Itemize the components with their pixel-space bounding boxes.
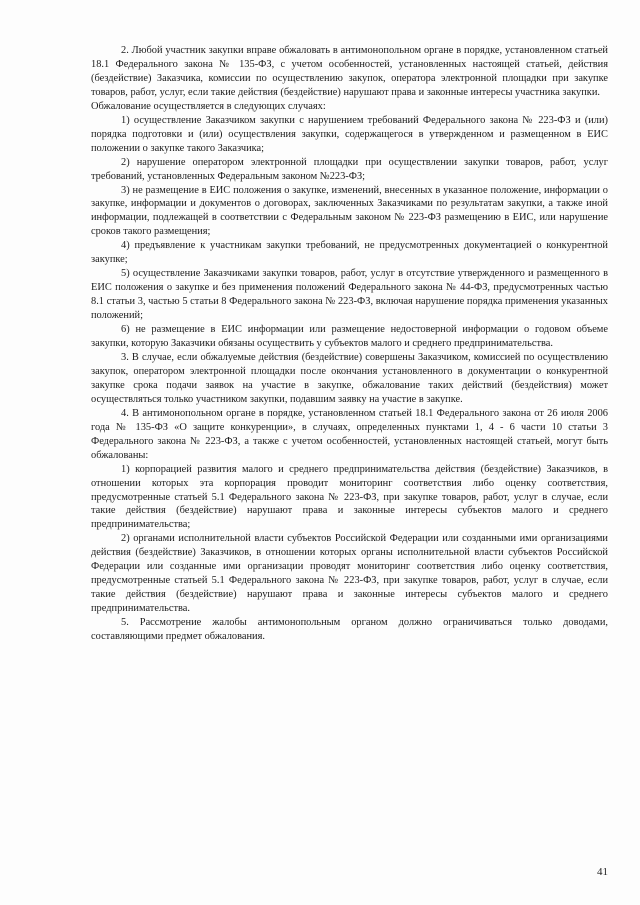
paragraph: 4. В антимонопольном органе в порядке, установленном статьей 18.1 Федерального закона от 26 июля 2006 года № 135-ФЗ «О защите конкуренции», в случаях, определенных пунктами 1, 4 - 6 части 10 статьи 3 Федерального закона № 223-ФЗ, а также с учетом особенностей, установленных настоящей статьей, могут быть обжалованы: <box>91 407 608 461</box>
paragraph: 2. Любой участник закупки вправе обжаловать в антимонопольном органе в порядке, установленном статьей 18.1 Федерального закона № 135-ФЗ, с учетом особенностей, установленных настоящей статьей, действия (бездействие) Заказчика, комиссии по осуществлению закупок, оператора электронной площадки при закупке товаров, работ, услуг, если такие действия (бездействие) нарушают права и законные интересы участника закупки. <box>91 45 608 98</box>
document-body <box>91 44 608 644</box>
paragraph: 5) осуществление Заказчиками закупки товаров, работ, услуг в отсутствие утвержденного и размещенного в ЕИС положения о закупке и без применения положений Федерального закона № 44-ФЗ, предусмотренных частью 8.1 статьи 3, частью 5 статьи 8 Федерального закона № 223-ФЗ, включая нарушение порядка применения указанных положений; <box>91 268 608 322</box>
paragraph: 5. Рассмотрение жалобы антимонопольным органом должно ограничиваться только доводами, составляющими предмет обжалования. <box>91 617 608 643</box>
paragraph: 4) предъявление к участникам закупки требований, не предусмотренных документацией о конкурентной закупке; <box>91 240 608 266</box>
paragraph: 1) осуществление Заказчиком закупки с нарушением требований Федерального закона № 223-ФЗ и (или) порядка подготовки и (или) осуществления закупки, содержащегося в утвержденном и размещенном в ЕИС положении о закупке такого Заказчика; <box>91 114 608 154</box>
paragraph: 3) не размещение в ЕИС положения о закупке, изменений, внесенных в указанное положение, информации о закупке, информации и документов о договорах, заключенных Заказчиками по результатам закупки, а также иной информации, подлежащей в соответствии с Федеральным законом № 223-ФЗ размещению в ЕИС, или нарушение сроков такого размещения; <box>91 184 608 238</box>
paragraph: 6) не размещение в ЕИС информации или размещение недостоверной информации о годовом объеме закупки, которую Заказчики обязаны осуществить у субъектов малого и среднего предпринимательства. <box>91 324 608 350</box>
paragraph: 2) нарушение оператором электронной площадки при осуществлении закупки товаров, работ, услуг требований, установленных Федеральным законом №223-ФЗ; <box>91 156 608 182</box>
paragraph: 2) органами исполнительной власти субъектов Российской Федерации или созданными ими организациями действия (бездействие) Заказчиков, в отношении которых органы исполнительной власти субъектов Российской Федерации или созданные ими организации проводят мониторинг соответствия либо оценку соответствия, предусмотренные статьей 5.1 Федерального закона № 223-ФЗ, при закупке товаров, работ, услуг в случае, если такие действия (бездействие) нарушают права и законные интересы субъектов малого и среднего предпринимательства. <box>91 533 608 615</box>
paragraph: 3. В случае, если обжалуемые действия (бездействие) совершены Заказчиком, комиссией по осуществлению закупок, оператором электронной площадки после окончания установленного в документации о конкурентной закупке срока подачи заявок на участие в закупке, обжалование таких действий (бездействия) может осуществляться только участником закупки, подавшим заявку на участие в закупке. <box>91 351 608 405</box>
paragraph: Обжалование осуществляется в следующих случаях: <box>91 100 326 112</box>
page-number: 41 <box>597 866 608 878</box>
paragraph: 1) корпорацией развития малого и среднего предпринимательства действия (бездействие) Заказчиков, в отношении которых эта корпорация проводит мониторинг соответствия либо оценку соответствия, предусмотренные статьей 5.1 Федерального закона № 223-ФЗ, при закупке товаров, работ, услуг в случае, если такие действия (бездействие) нарушают права и законные интересы субъектов малого и среднего предпринимательства; <box>91 463 608 531</box>
